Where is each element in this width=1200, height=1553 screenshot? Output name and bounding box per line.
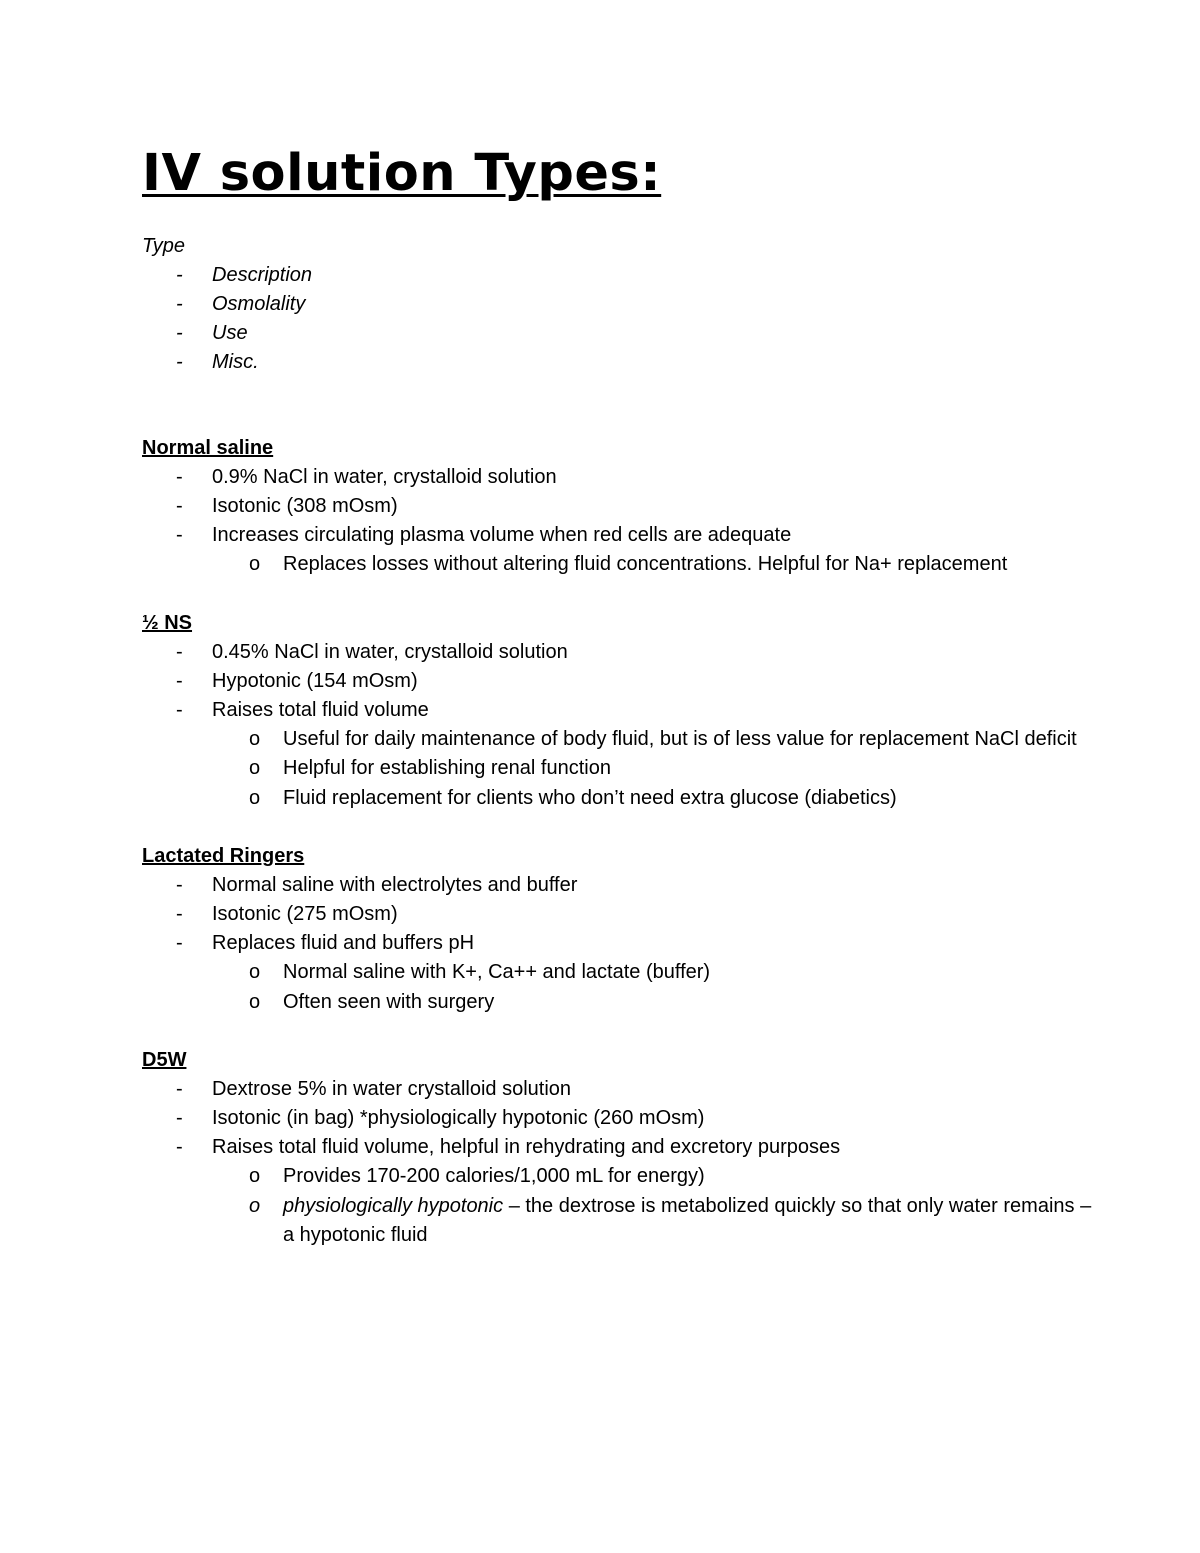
sub-list: [212, 725, 1102, 814]
circle-marker: o: [249, 1165, 261, 1187]
sub-item: o Fluid replacement for clients who don’t need extra glucose (diabetics): [212, 784, 1102, 814]
list-item: - Hypotonic (154 mOsm): [142, 667, 1102, 696]
bullet-list: [142, 638, 1102, 814]
sub-item: o Helpful for establishing renal function: [212, 754, 1102, 784]
dash-marker: -: [176, 1136, 183, 1158]
legend-heading: Type: [142, 235, 185, 257]
dash-marker: -: [176, 932, 183, 954]
section-heading: D5W: [142, 1049, 187, 1071]
list-item: - Isotonic (in bag) *physiologically hypotonic (260 mOsm): [142, 1104, 1102, 1133]
dash-marker: -: [176, 351, 183, 373]
circle-marker: o: [249, 727, 261, 750]
list-item: - Isotonic (275 mOsm): [142, 900, 1102, 929]
legend-item: - Osmolality: [142, 290, 1102, 319]
list-item: - Normal saline with electrolytes and buffer: [142, 871, 1102, 900]
dash-marker: -: [176, 669, 183, 692]
list-item: - Replaces fluid and buffers pH o Normal saline with K+, Ca++ and lactate (buffer) o Often seen with surgery: [142, 929, 1102, 1017]
sub-item: o Replaces losses without altering fluid concentrations. Helpful for Na+ replacement: [212, 550, 1102, 580]
sub-list: [212, 1162, 1102, 1251]
list-item: - 0.9% NaCl in water, crystalloid solution: [142, 463, 1102, 492]
bullet-list: [142, 871, 1102, 1017]
dash-marker: -: [176, 640, 183, 663]
dash-marker: -: [176, 264, 183, 286]
dash-marker: -: [176, 1107, 183, 1129]
dash-marker: -: [176, 903, 183, 925]
dash-marker: -: [176, 322, 183, 344]
dash-marker: -: [176, 524, 183, 546]
list-item: - Raises total fluid volume, helpful in rehydrating and excretory purposes o Provides 170-200 calories/1,000 mL for energy) o physiologically hypotonic – the dextrose is metabolized quickly so that only water remains – a hypotonic fluid: [142, 1133, 1102, 1251]
circle-marker: o: [249, 553, 261, 575]
sub-item: o Often seen with surgery: [212, 988, 1102, 1018]
dash-marker: -: [176, 874, 183, 896]
list-item: - 0.45% NaCl in water, crystalloid solution: [142, 638, 1102, 667]
circle-marker: o: [249, 961, 261, 983]
legend-item: - Description: [142, 261, 1102, 290]
legend-item: - Misc.: [142, 348, 1102, 377]
document-page: [142, 138, 1102, 1251]
section-heading: Lactated Ringers: [142, 845, 305, 867]
dash-marker: -: [176, 495, 183, 517]
list-item: - Dextrose 5% in water crystalloid solution: [142, 1075, 1102, 1104]
list-item: - Isotonic (308 mOsm): [142, 492, 1102, 521]
sub-item: o Normal saline with K+, Ca++ and lactate (buffer): [212, 958, 1102, 988]
legend-list: [142, 261, 1102, 377]
dash-marker: -: [176, 698, 183, 721]
bullet-list: [142, 463, 1102, 580]
circle-marker: o: [249, 990, 261, 1013]
circle-marker: o: [249, 786, 261, 809]
section-heading: Normal saline: [142, 437, 274, 459]
dash-marker: -: [176, 1078, 183, 1100]
sub-list: [212, 958, 1102, 1017]
legend-item: - Use: [142, 319, 1102, 348]
section-normal-saline: [142, 434, 1102, 580]
sub-list: [212, 550, 1102, 580]
sub-item: o physiologically hypotonic – the dextrose is metabolized quickly so that only water remains – a hypotonic fluid: [212, 1192, 1102, 1251]
page-title: IV solution Types:: [142, 144, 662, 203]
section-heading: ½ NS: [142, 611, 193, 634]
list-item: - Raises total fluid volume o Useful for daily maintenance of body fluid, but is of less value for replacement NaCl deficit o Helpful for establishing renal function o Fluid replacement for clients who don’t need extra glucose (diabetics): [142, 696, 1102, 814]
italic-term: physiologically hypotonic: [283, 1194, 504, 1217]
section-d5w: [142, 1046, 1102, 1251]
bullet-list: [142, 1075, 1102, 1251]
sub-item: o Provides 170-200 calories/1,000 mL for energy): [212, 1162, 1102, 1192]
section-lactated-ringers: [142, 842, 1102, 1017]
circle-marker: o: [249, 1194, 261, 1217]
list-item: - Increases circulating plasma volume when red cells are adequate o Replaces losses without altering fluid concentrations. Helpful for Na+ replacement: [142, 521, 1102, 580]
dash-marker: -: [176, 466, 183, 488]
circle-marker: o: [249, 757, 261, 779]
sub-item: o Useful for daily maintenance of body fluid, but is of less value for replacement NaCl deficit: [212, 725, 1102, 755]
dash-marker: -: [176, 293, 183, 315]
section-half-ns: [142, 609, 1102, 814]
